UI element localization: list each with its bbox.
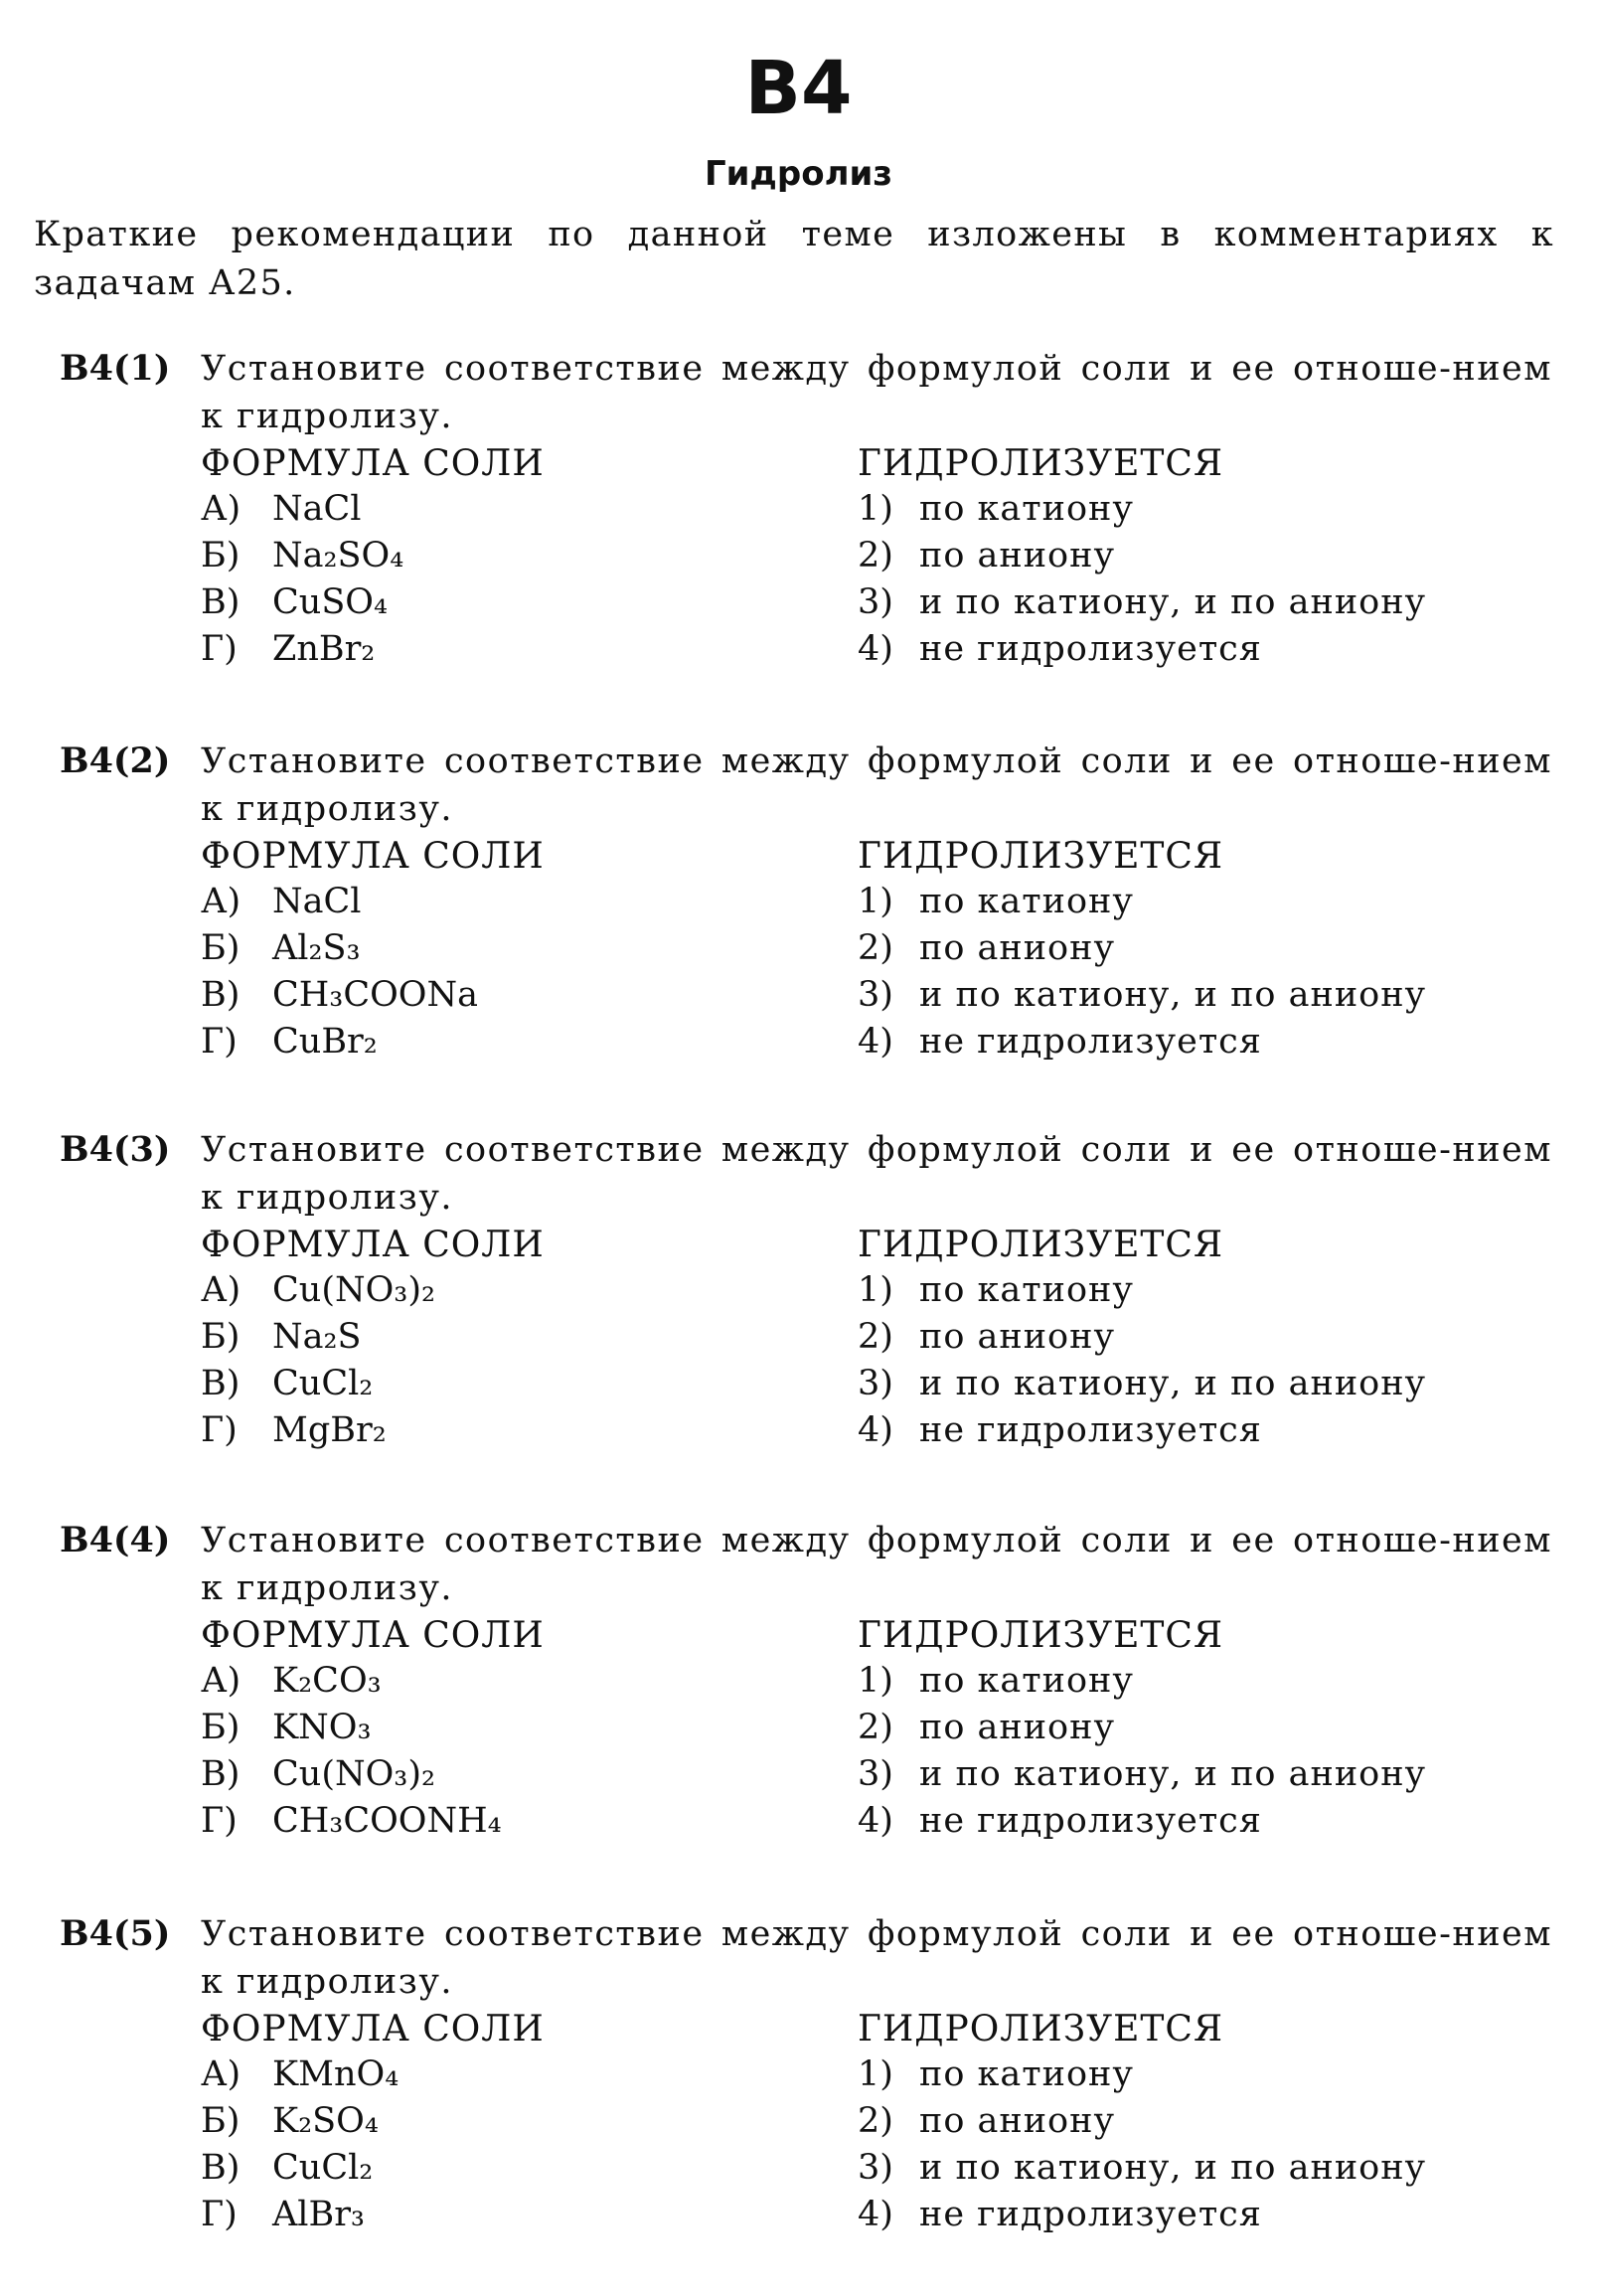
salt-formula: KNO₃ (272, 1708, 372, 1747)
answer-number: 4) (858, 1410, 893, 1450)
formula-row (201, 486, 361, 533)
answer-row (858, 2145, 1426, 2192)
answer-text: по аниону (919, 1317, 1116, 1357)
salt-formula: Cu(NO₃)₂ (272, 1754, 436, 1794)
formula-label: А) (201, 882, 241, 921)
answer-text: по аниону (919, 2101, 1116, 2141)
section-subtitle: Гидролиз (704, 154, 893, 194)
formula-label: В) (201, 975, 240, 1015)
task-block (0, 1126, 1597, 1464)
task-question: Установите соответствие между формулой соли и ее отноше-нием к гидролизу. (201, 349, 1552, 436)
answer-text: по катиону (919, 489, 1134, 529)
salt-formula: Al₂S₃ (272, 928, 361, 968)
answer-number: 3) (858, 2148, 893, 2188)
salt-formula: AlBr₃ (272, 2195, 365, 2234)
formula-label: А) (201, 1270, 241, 1310)
answer-text: по аниону (919, 1708, 1116, 1747)
task-question: Установите соответствие между формулой соли и ее отноше-нием к гидролизу. (201, 1914, 1552, 2002)
answer-row (858, 1407, 1262, 1454)
formula-row (201, 2192, 365, 2238)
task-block (0, 1910, 1597, 2248)
formula-row (201, 1314, 362, 1361)
salt-formula: CuCl₂ (272, 1364, 374, 1403)
column-header-formula: ФОРМУЛА СОЛИ (201, 1615, 545, 1656)
intro-paragraph: Краткие рекомендации по данной теме изложены в комментариях к задачам А25. (34, 215, 1554, 303)
formula-row (201, 1407, 387, 1454)
column-header-hydrolysis: ГИДРОЛИЗУЕТСЯ (858, 1225, 1224, 1265)
salt-formula: Na₂S (272, 1317, 362, 1357)
answer-text: и по катиону, и по аниону (919, 1754, 1427, 1794)
formula-label: В) (201, 2148, 240, 2188)
column-header-hydrolysis: ГИДРОЛИЗУЕТСЯ (858, 2009, 1224, 2050)
answer-row (858, 1798, 1262, 1845)
formula-label: Г) (201, 629, 238, 669)
formula-label: Г) (201, 1410, 238, 1450)
answer-text: по аниону (919, 928, 1116, 968)
answer-row (858, 1705, 1115, 1751)
formula-row (201, 579, 388, 626)
answer-number: 1) (858, 1661, 893, 1701)
answer-text: и по катиону, и по аниону (919, 975, 1427, 1015)
answer-row (858, 972, 1426, 1019)
answer-row (858, 1361, 1426, 1407)
task-question: Установите соответствие между формулой соли и ее отноше-нием к гидролизу. (201, 741, 1552, 829)
formula-label: Г) (201, 1801, 238, 1841)
task-number: B4(2) (60, 740, 171, 781)
formula-row (201, 1705, 372, 1751)
formula-label: Б) (201, 1317, 240, 1357)
answer-text: не гидролизуется (919, 1410, 1262, 1450)
answer-text: не гидролизуется (919, 629, 1262, 669)
answer-row (858, 1314, 1115, 1361)
answer-number: 2) (858, 536, 893, 575)
answer-text: и по катиону, и по аниону (919, 582, 1427, 622)
formula-label: Б) (201, 536, 240, 575)
salt-formula: Cu(NO₃)₂ (272, 1270, 436, 1310)
task-block (0, 345, 1597, 683)
salt-formula: KMnO₄ (272, 2054, 399, 2094)
answer-text: и по катиону, и по аниону (919, 2148, 1427, 2188)
answer-number: 4) (858, 1022, 893, 1062)
formula-row (201, 879, 361, 925)
salt-formula: CuCl₂ (272, 2148, 374, 2188)
answer-number: 3) (858, 1754, 893, 1794)
answer-number: 1) (858, 489, 893, 529)
answer-number: 3) (858, 582, 893, 622)
task-question: Установите соответствие между формулой соли и ее отноше-нием к гидролизу. (201, 1521, 1552, 1608)
column-header-hydrolysis: ГИДРОЛИЗУЕТСЯ (858, 1615, 1224, 1656)
answer-text: не гидролизуется (919, 2195, 1262, 2234)
formula-row (201, 1798, 502, 1845)
formula-row (201, 533, 403, 579)
answer-text: по аниону (919, 536, 1116, 575)
salt-formula: K₂SO₄ (272, 2101, 379, 2141)
formula-label: В) (201, 1364, 240, 1403)
task-number: B4(3) (60, 1129, 171, 1170)
answer-row (858, 1658, 1134, 1705)
formula-label: В) (201, 582, 240, 622)
salt-formula: CuBr₂ (272, 1022, 378, 1062)
answer-number: 1) (858, 2054, 893, 2094)
formula-row (201, 2051, 399, 2098)
salt-formula: K₂CO₃ (272, 1661, 382, 1701)
formula-label: Б) (201, 2101, 240, 2141)
formula-row (201, 1361, 373, 1407)
formula-label: Б) (201, 928, 240, 968)
page-title: B4 (744, 46, 853, 131)
salt-formula: CH₃COONH₄ (272, 1801, 502, 1841)
salt-formula: NaCl (272, 882, 362, 921)
answer-number: 2) (858, 1317, 893, 1357)
salt-formula: MgBr₂ (272, 1410, 387, 1450)
formula-label: Г) (201, 1022, 238, 1062)
salt-formula: NaCl (272, 489, 362, 529)
answer-text: и по катиону, и по аниону (919, 1364, 1427, 1403)
formula-label: А) (201, 1661, 241, 1701)
answer-number: 1) (858, 1270, 893, 1310)
salt-formula: CH₃COONa (272, 975, 478, 1015)
answer-row (858, 626, 1262, 673)
formula-row (201, 1019, 378, 1066)
formula-label: А) (201, 489, 241, 529)
answer-row (858, 2051, 1134, 2098)
column-header-formula: ФОРМУЛА СОЛИ (201, 2009, 545, 2050)
answer-row (858, 2098, 1115, 2145)
column-header-formula: ФОРМУЛА СОЛИ (201, 443, 545, 484)
answer-text: по катиону (919, 1661, 1134, 1701)
answer-text: по катиону (919, 1270, 1134, 1310)
answer-row (858, 2192, 1262, 2238)
answer-text: не гидролизуется (919, 1022, 1262, 1062)
salt-formula: Na₂SO₄ (272, 536, 404, 575)
answer-text: по катиону (919, 882, 1134, 921)
formula-label: Г) (201, 2195, 238, 2234)
answer-number: 3) (858, 975, 893, 1015)
formula-row (201, 1267, 435, 1314)
task-number: B4(5) (60, 1913, 171, 1954)
answer-row (858, 925, 1115, 972)
formula-row (201, 2145, 373, 2192)
answer-number: 4) (858, 1801, 893, 1841)
answer-number: 2) (858, 1708, 893, 1747)
task-number: B4(1) (60, 348, 171, 389)
formula-row (201, 1658, 382, 1705)
answer-number: 1) (858, 882, 893, 921)
formula-row (201, 972, 478, 1019)
salt-formula: ZnBr₂ (272, 629, 376, 669)
task-question: Установите соответствие между формулой соли и ее отноше-нием к гидролизу. (201, 1130, 1552, 1218)
answer-row (858, 533, 1115, 579)
answer-row (858, 1019, 1262, 1066)
answer-row (858, 579, 1426, 626)
formula-label: А) (201, 2054, 241, 2094)
answer-number: 2) (858, 928, 893, 968)
salt-formula: CuSO₄ (272, 582, 389, 622)
column-header-hydrolysis: ГИДРОЛИЗУЕТСЯ (858, 443, 1224, 484)
answer-number: 4) (858, 2195, 893, 2234)
task-block (0, 1517, 1597, 1855)
formula-row (201, 626, 375, 673)
formula-label: В) (201, 1754, 240, 1794)
answer-number: 3) (858, 1364, 893, 1403)
answer-text: по катиону (919, 2054, 1134, 2094)
task-block (0, 738, 1597, 1075)
answer-number: 4) (858, 629, 893, 669)
answer-row (858, 879, 1134, 925)
column-header-hydrolysis: ГИДРОЛИЗУЕТСЯ (858, 836, 1224, 877)
task-number: B4(4) (60, 1520, 171, 1560)
answer-row (858, 486, 1134, 533)
formula-row (201, 2098, 379, 2145)
answer-number: 2) (858, 2101, 893, 2141)
answer-text: не гидролизуется (919, 1801, 1262, 1841)
formula-label: Б) (201, 1708, 240, 1747)
answer-row (858, 1267, 1134, 1314)
formula-row (201, 925, 361, 972)
column-header-formula: ФОРМУЛА СОЛИ (201, 836, 545, 877)
formula-row (201, 1751, 435, 1798)
answer-row (858, 1751, 1426, 1798)
column-header-formula: ФОРМУЛА СОЛИ (201, 1225, 545, 1265)
